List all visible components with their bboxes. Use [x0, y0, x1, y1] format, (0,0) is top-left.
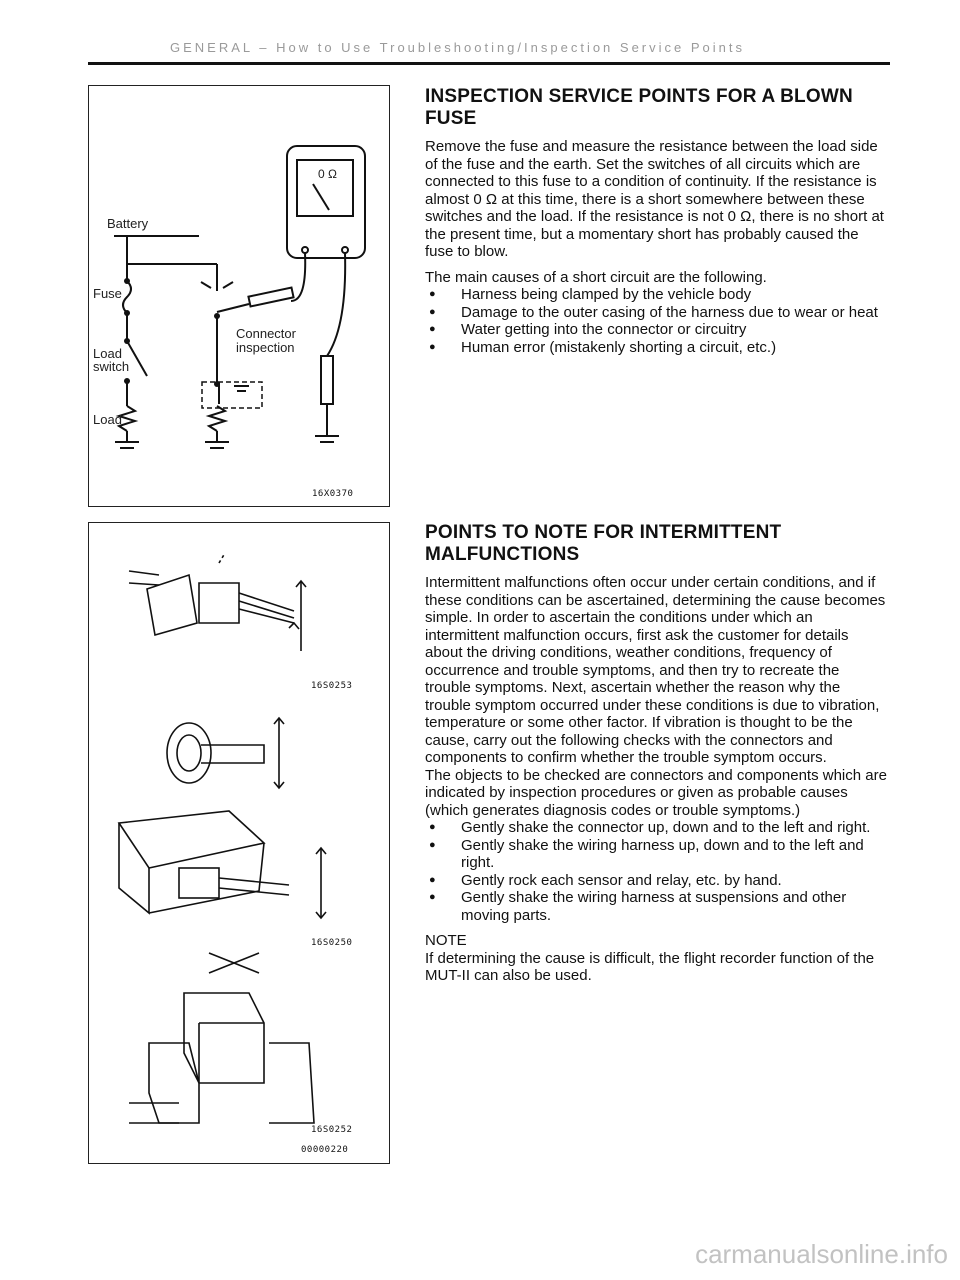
bullet-list [425, 286, 889, 356]
section-title: INSPECTION SERVICE POINTS FOR A BLOWN FUSE [425, 86, 853, 129]
section-intermittent [425, 522, 889, 985]
note-label: NOTE [425, 932, 467, 949]
paragraph: The main causes of a short circuit are the following. [425, 268, 767, 286]
label-fuse: Fuse [93, 286, 122, 301]
list-item: ● Gently shake the wiring harness up, down and to the left and right. [425, 837, 889, 872]
connector-check-figure [88, 522, 390, 1164]
paragraph: The objects to be checked are connectors and components which are indicated by inspection procedures or given as probable causes (which generates diagnosis codes or trouble symptoms.) [425, 766, 887, 819]
running-header: GENERAL – How to Use Troubleshooting/Inspection Service Points [170, 40, 745, 55]
figure-code-1: 16S0253 [311, 681, 353, 691]
section-title: POINTS TO NOTE FOR INTERMITTENT MALFUNCTIONS [425, 522, 782, 565]
paragraph: Intermittent malfunctions often occur under certain conditions, and if these conditions can be ascertained, determining the cause becomes simple. In order to ascertain the conditions under which an intermittent malfunction occurs, first ask the customer for details about the driving conditions, weather conditions, frequency of occurrence and trouble symptoms, and then try to recreate the trouble symptoms. Next, ascertain whether the reason why the trouble symptom occurred under these conditions is due to vibration, temperature or some other factor. If vibration is thought to be the cause, carry out the following checks with the connectors and components to confirm whether the trouble symptom occurs. [425, 574, 886, 766]
figure-code-3: 16S0252 [311, 1125, 353, 1135]
figure-code: 16X0370 [312, 489, 354, 499]
list-item: ● Water getting into the connector or circuitry [425, 321, 889, 339]
section-blown-fuse [425, 86, 889, 356]
figure-bottom-code: 00000220 [301, 1145, 349, 1155]
label-load-switch-1: Load [93, 346, 122, 361]
label-battery: Battery [107, 216, 149, 231]
list-item: ● Gently shake the connector up, down and to the left and right. [425, 819, 889, 837]
label-load: Load [93, 412, 122, 427]
fuse-circuit-figure [88, 85, 390, 507]
list-item: ● Gently shake the wiring harness at suspensions and other moving parts. [425, 889, 889, 924]
fuse-circuit-diagram [89, 86, 389, 506]
list-item: ● Human error (mistakenly shorting a circuit, etc.) [425, 339, 889, 357]
list-item: ● Harness being clamped by the vehicle body [425, 286, 889, 304]
label-connector-1: Connector [236, 326, 296, 341]
watermark: carmanualsonline.info [695, 1239, 948, 1269]
list-item: ● Damage to the outer casing of the harness due to wear or heat [425, 304, 889, 322]
list-item: ● Gently rock each sensor and relay, etc. by hand. [425, 872, 889, 890]
meter-reading: 0 Ω [318, 167, 337, 181]
header-rule [88, 62, 890, 65]
figure-code-2: 16S0250 [311, 938, 353, 948]
paragraph: Remove the fuse and measure the resistance between the load side of the fuse and the earth. Set the switches of all circuits which are connected to this fuse to a condition of continuity. If the resistance is almost 0 Ω at this time, there is a short somewhere between these switches and the load. If the resistance is not 0 Ω, there is no short at the present time, but a momentary short has probably caused the fuse to blow. [425, 138, 884, 260]
bullet-list [425, 819, 889, 924]
note-text: If determining the cause is difficult, the flight recorder function of the MUT-II can also be used. [425, 949, 875, 984]
label-load-switch-2: switch [93, 359, 130, 374]
label-connector-2: inspection [236, 340, 295, 355]
connector-check-drawings [89, 523, 389, 1163]
